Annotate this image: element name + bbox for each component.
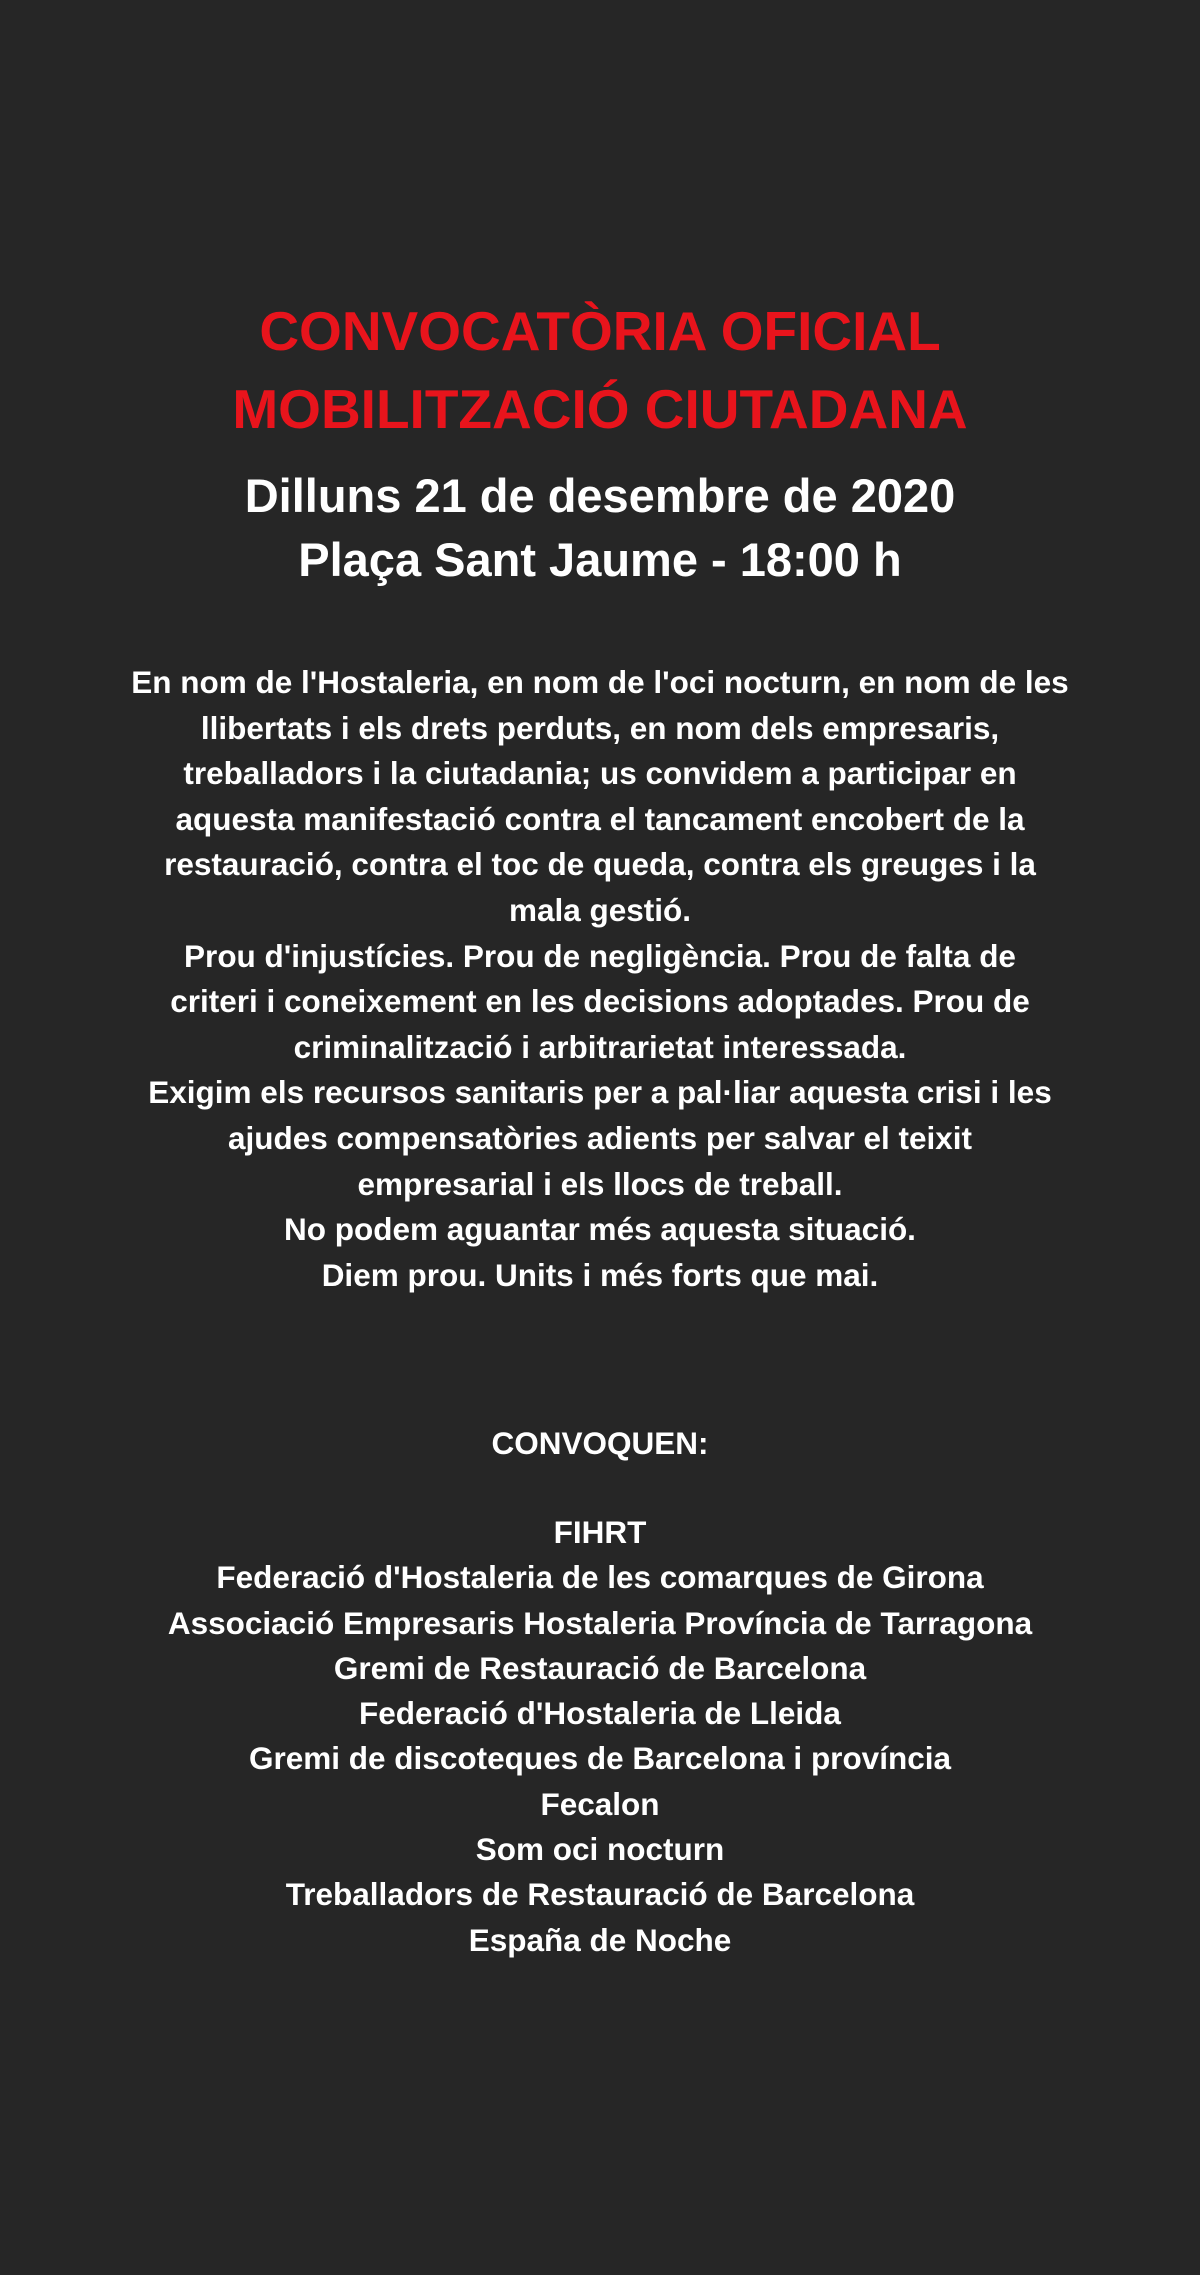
organization-item: Associació Empresaris Hostaleria Província de Tarragona xyxy=(167,1604,1033,1641)
organization-item: Federació d'Hostaleria de Lleida xyxy=(359,1695,841,1732)
convoquen-section xyxy=(0,1421,1200,1466)
manifesto-line: empresarial i els llocs de treball. xyxy=(357,1165,843,1202)
manifesto-line: aquesta manifestació contra el tancament encobert de la xyxy=(175,800,1025,837)
manifesto-line: treballadors i la ciutadania; us convidem a participar en xyxy=(183,755,1017,792)
manifesto-line: mala gestió. xyxy=(508,891,692,928)
manifesto-line: restauració, contra el toc de queda, contra els greuges i la xyxy=(164,846,1036,883)
event-place-time: Plaça Sant Jaume - 18:00 h xyxy=(298,533,902,586)
title-line-2: MOBILITZACIÓ CIUTADANA xyxy=(232,378,968,440)
event-date: Dilluns 21 de desembre de 2020 xyxy=(244,469,956,522)
manifesto-line: En nom de l'Hostaleria, en nom de l'oci nocturn, en nom de les xyxy=(131,664,1069,700)
manifesto-line: Diem prou. Units i més forts que mai. xyxy=(321,1256,879,1293)
event-details xyxy=(0,464,1200,592)
manifesto-line: llibertats i els drets perduts, en nom dels empresaris, xyxy=(200,709,1000,746)
organization-item: Gremi de discoteques de Barcelona i província xyxy=(249,1740,951,1777)
manifesto-line: Prou d'injustícies. Prou de negligència. Prou de falta de xyxy=(184,937,1016,974)
manifesto-text xyxy=(0,660,1200,1298)
title-block xyxy=(0,292,1200,448)
organization-item: España de Noche xyxy=(468,1921,732,1958)
manifesto-line: No podem aguantar més aquesta situació. xyxy=(284,1211,916,1248)
manifesto-line: Exigim els recursos sanitaris per a pal·liar aquesta crisi i les xyxy=(148,1074,1052,1111)
organization-item: Treballadors de Restauració de Barcelona xyxy=(285,1876,915,1913)
organization-item: Fecalon xyxy=(540,1785,660,1822)
manifesto-line: criminalització i arbitrarietat interessada. xyxy=(293,1028,907,1065)
manifesto-line: ajudes compensatòries adients per salvar el teixit xyxy=(227,1119,973,1156)
title-line-1: CONVOCATÒRIA OFICIAL xyxy=(259,300,941,362)
organizations-list xyxy=(0,1510,1200,1963)
organization-item: Som oci nocturn xyxy=(475,1831,725,1868)
manifesto-line: criteri i coneixement en les decisions adoptades. Prou de xyxy=(170,983,1030,1020)
organization-item: FIHRT xyxy=(553,1514,647,1550)
organization-item: Gremi de Restauració de Barcelona xyxy=(333,1649,867,1686)
organization-item: Federació d'Hostaleria de les comarques de Girona xyxy=(216,1559,984,1596)
convoquen-heading: CONVOQUEN: xyxy=(491,1425,709,1461)
